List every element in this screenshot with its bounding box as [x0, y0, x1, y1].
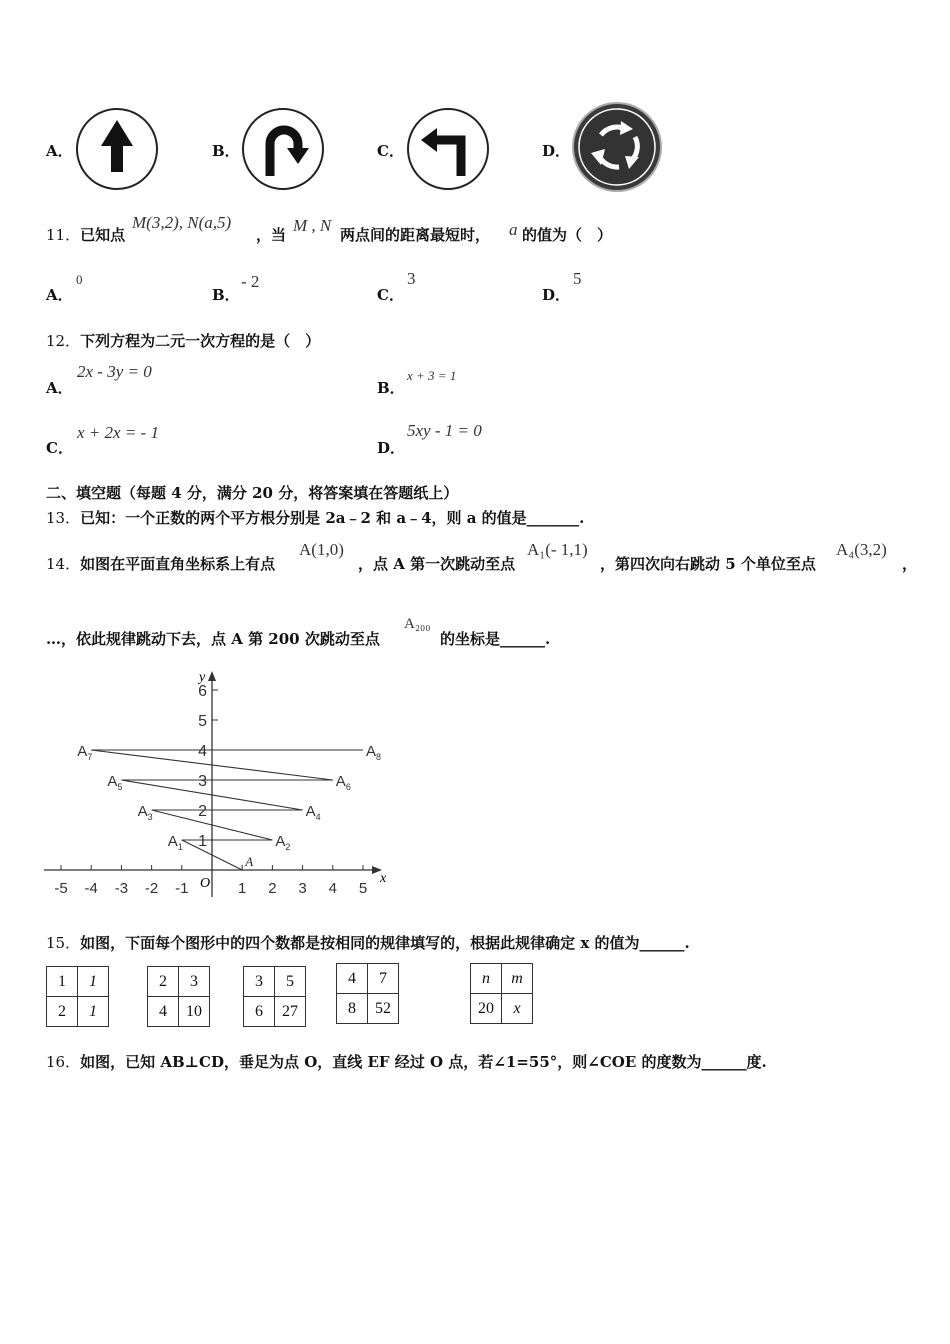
q15-figure-4 — [336, 963, 399, 1024]
point-label-a8: $A_8$ — [366, 743, 382, 762]
q14-number: 14． — [46, 555, 81, 573]
y-axis-label: y — [199, 670, 206, 685]
x-tick-label: -5 — [54, 880, 68, 897]
x-tick-label: -3 — [114, 880, 129, 897]
q16-text: 如图，已知 AB⊥CD，垂足为点 O，直线 EF 经过 O 点，若∠1=55°，则∠COE 的度数为______度. — [80, 1053, 767, 1071]
q12-option-c-value: x + 2x = - 1 — [77, 423, 159, 442]
q15-fig1-tr: 1 — [78, 967, 109, 997]
y-axis-arrow — [208, 671, 216, 681]
q15-fig3-br: 27 — [275, 997, 306, 1027]
u-turn-icon — [240, 106, 326, 192]
x-tick-label: 5 — [358, 880, 368, 897]
point-label-a5: $A_5$ — [107, 773, 123, 792]
q15-figure-5 — [470, 963, 533, 1024]
section2-heading: 二、填空题（每题 4 分，满分 20 分，将答案填在答题纸上） — [46, 484, 459, 502]
point-label-a4: $A_4$ — [305, 803, 321, 822]
q11-option-b-value: - 2 — [241, 272, 260, 291]
q15-fig2-tl: 2 — [148, 967, 179, 997]
q11-option-a-label: A． — [46, 286, 73, 304]
q11-number: 11． — [46, 226, 81, 244]
q15-number: 15． — [46, 934, 81, 952]
q13-text: 已知：一个正数的两个平方根分别是 2a﹣2 和 a﹣4，则 a 的值是_______. — [80, 509, 585, 527]
q15-figure-3 — [243, 966, 306, 1027]
q15-fig5-br: x — [502, 994, 533, 1024]
y-tick-label: 2 — [198, 803, 207, 820]
y-tick-label: 1 — [198, 833, 207, 850]
q11-text-d: 的值为（ ） — [522, 226, 613, 244]
q15-figure-1 — [46, 966, 109, 1027]
arrow-up-icon — [74, 106, 160, 192]
q15-text: 如图，下面每个图形中的四个数都是按相同的规律填写的，根据此规律确定 x 的值为______. — [80, 934, 690, 952]
q15-fig5-tr: m — [502, 964, 533, 994]
q12-option-d-value: 5xy - 1 = 0 — [407, 421, 482, 440]
q15-fig5-tl: n — [471, 964, 502, 994]
q15-question — [46, 932, 690, 953]
q10-option-b-label: B． — [212, 142, 240, 160]
q15-fig3-tr: 5 — [275, 967, 306, 997]
x-tick-label: -1 — [175, 880, 189, 897]
q15-fig4-br: 52 — [368, 994, 399, 1024]
x-tick-label: 3 — [298, 880, 307, 897]
q11-mn-formula: M , N — [293, 216, 332, 235]
q16-question — [46, 1051, 767, 1072]
q14-text-b: ，点 A 第一次跳动至点 — [358, 555, 516, 573]
q15-fig1-bl: 2 — [47, 997, 78, 1027]
coordinate-plane-chart — [40, 665, 400, 900]
q11-text-b: ，当 — [256, 226, 287, 244]
q11-option-c-label: C． — [377, 286, 404, 304]
q14-text-c: ，第四次向右跳动 5 个单位至点 — [600, 555, 816, 573]
q11-option-d-label: D． — [542, 286, 571, 304]
q14-point-a1: A₁(- 1,1) — [527, 540, 588, 559]
q15-fig2-tr: 3 — [179, 967, 210, 997]
q13-number: 13． — [46, 509, 81, 527]
q11-a-var: a — [509, 220, 518, 239]
q12-option-c-label: C． — [46, 439, 73, 457]
q14-point-a4: A₄(3,2) — [836, 540, 887, 559]
q12-text: 下列方程为二元一次方程的是（ ） — [80, 332, 321, 350]
origin-label: O — [200, 876, 211, 891]
q12-option-b-label: B． — [377, 379, 405, 397]
point-label-a: A — [245, 854, 254, 869]
q15-fig2-bl: 4 — [148, 997, 179, 1027]
q15-fig4-tl: 4 — [337, 964, 368, 994]
q14-text-d: ， — [902, 555, 918, 573]
point-label-a1: $A_1$ — [167, 833, 183, 852]
q11-points-formula: M(3,2), N(a,5) — [132, 213, 232, 232]
q12-option-d-label: D． — [377, 439, 406, 457]
q14-point-a: A(1,0) — [299, 540, 344, 559]
x-tick-label: 2 — [268, 880, 277, 897]
q11-text-c: 两点间的距离最短时， — [340, 226, 491, 244]
q14-line2-b: 的坐标是______. — [440, 630, 551, 648]
roundabout-icon — [571, 101, 663, 193]
q15-fig1-tl: 1 — [47, 967, 78, 997]
q15-figure-2 — [147, 966, 210, 1027]
q14-point-a200: A₂₀₀ — [404, 616, 431, 632]
q12-number: 12． — [46, 332, 81, 350]
point-label-a6: $A_6$ — [335, 773, 351, 792]
q11-question — [46, 224, 125, 245]
point-label-a2: $A_2$ — [275, 833, 291, 852]
q14-text-a: 如图在平面直角坐标系上有点 — [80, 555, 276, 573]
point-label-a3: $A_3$ — [137, 803, 153, 822]
turn-left-icon — [405, 106, 491, 192]
q10-option-c-label: C． — [377, 142, 404, 160]
x-tick-label: 4 — [328, 880, 337, 897]
q10-option-a-label: A． — [46, 142, 73, 160]
q11-option-c-value: 3 — [407, 269, 416, 288]
q11-option-b-label: B． — [212, 286, 240, 304]
q12-option-a-label: A． — [46, 379, 73, 397]
point-label-a7: $A_7$ — [77, 743, 93, 762]
y-tick-label: 3 — [198, 773, 207, 790]
q16-number: 16． — [46, 1053, 81, 1071]
q15-fig3-bl: 6 — [244, 997, 275, 1027]
q15-fig4-tr: 7 — [368, 964, 399, 994]
x-axis-label: x — [380, 871, 387, 886]
x-tick-label: 1 — [238, 880, 247, 897]
q15-fig3-tl: 3 — [244, 967, 275, 997]
q15-fig5-bl: 20 — [471, 994, 502, 1024]
q15-fig2-br: 10 — [179, 997, 210, 1027]
q11-text-a: 已知点 — [80, 226, 126, 244]
x-tick-label: -4 — [84, 880, 98, 897]
q14-line2-a: …，依此规律跳动下去，点 A 第 200 次跳动至点 — [46, 630, 380, 648]
q15-fig4-bl: 8 — [337, 994, 368, 1024]
q11-option-d-value: 5 — [573, 269, 582, 288]
q12-question — [46, 330, 320, 351]
q14-line1 — [46, 553, 275, 574]
x-tick-label: -2 — [144, 880, 159, 897]
q12-option-a-value: 2x - 3y = 0 — [77, 362, 152, 381]
y-tick-label: 5 — [198, 713, 207, 730]
q10-option-d-label: D． — [542, 142, 571, 160]
y-tick-label: 6 — [198, 683, 207, 700]
y-tick-label: 4 — [198, 743, 207, 760]
q15-fig1-br: 1 — [78, 997, 109, 1027]
q13-question — [46, 507, 584, 528]
q12-option-b-value: x + 3 = 1 — [407, 368, 457, 383]
q11-option-a-value: 0 — [76, 272, 83, 287]
